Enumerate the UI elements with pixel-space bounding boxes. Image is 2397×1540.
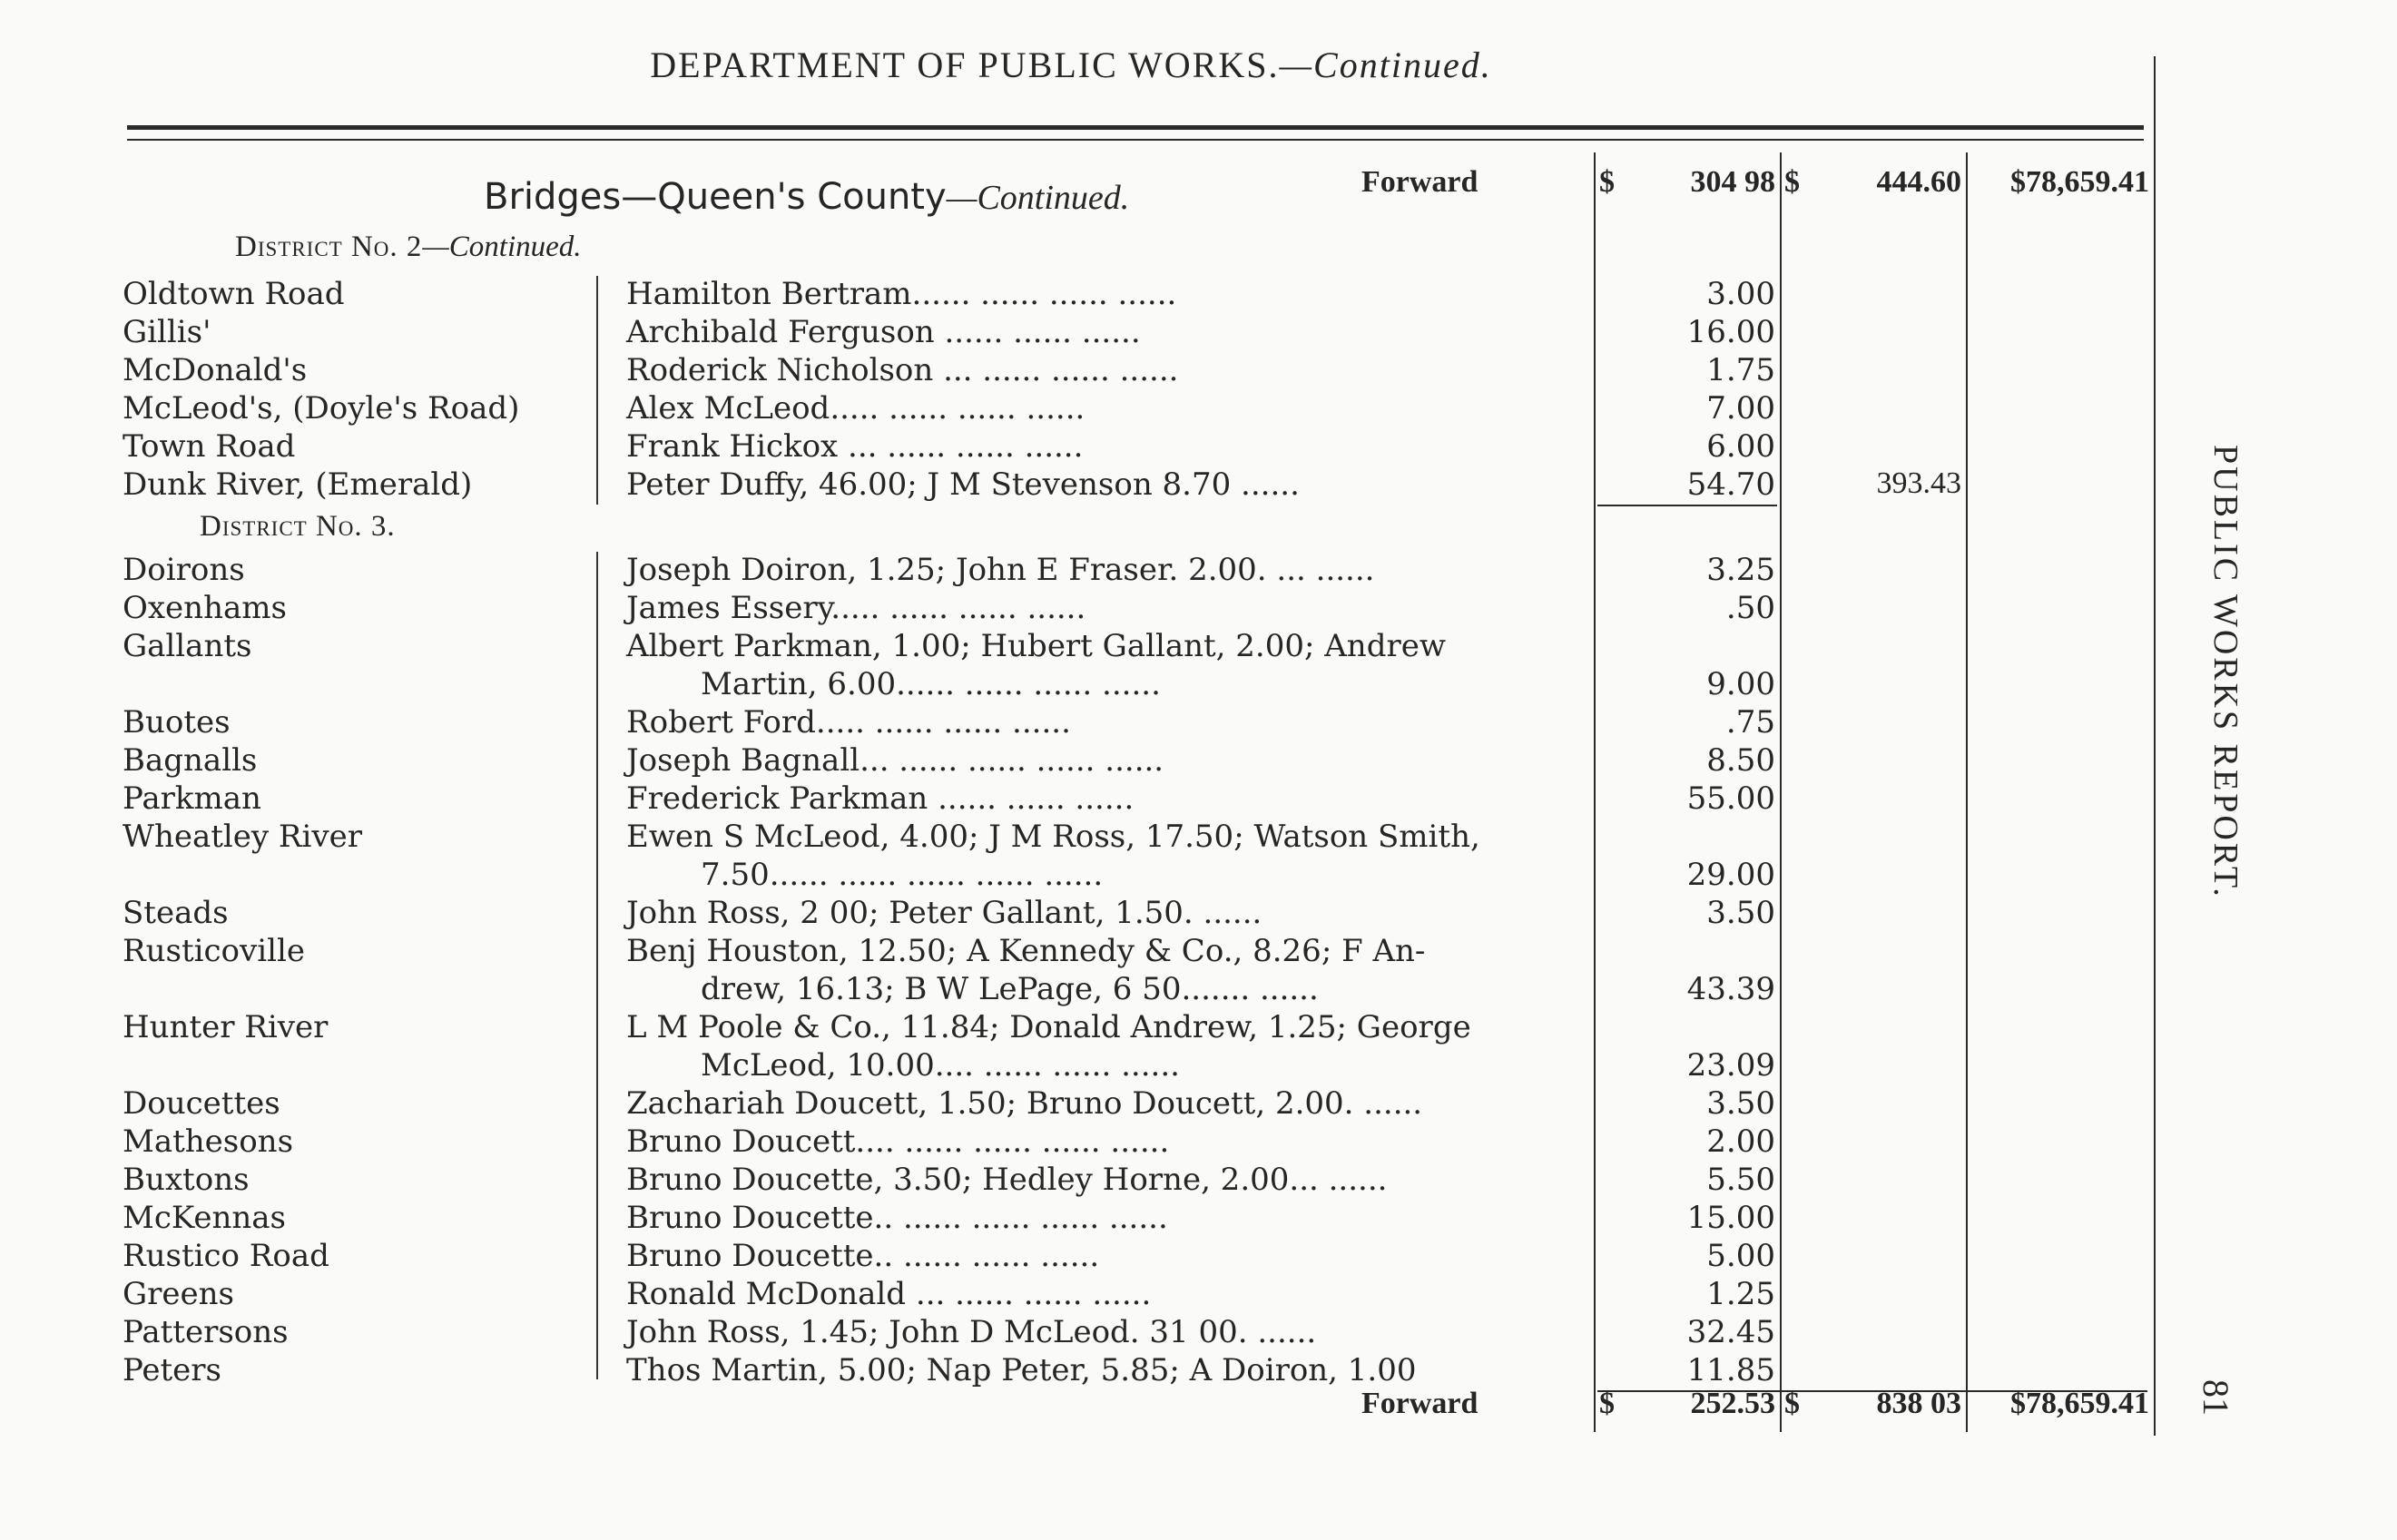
money-col-rule-3 [1966,152,1968,1432]
payee-text: L M Poole & Co., 11.84; Donald Andrew, 1.25; George [626,1009,1471,1045]
payee-text-continued: McLeod, 10.00.... ...... ...... ...... [701,1047,1180,1084]
amount: .50 [1725,590,1775,626]
payee-text: Hamilton Bertram...... ...... ...... ...... [626,276,1177,312]
amount: 9.00 [1706,666,1775,702]
forward-top-dollar-1: $ [1599,165,1615,199]
payee-text: James Essery..... ...... ...... ...... [626,590,1086,626]
payee-text: Bruno Doucette, 3.50; Hedley Horne, 2.00... ...... [626,1162,1388,1198]
forward-bottom-label: Forward [1361,1387,1478,1420]
district-2-separator [596,276,598,505]
place-name: Steads [123,895,229,931]
forward-bottom-dollar-1: $ [1599,1387,1615,1420]
payee-text: Frederick Parkman ...... ...... ...... [626,780,1135,817]
place-name: Dunk River, (Emerald) [123,466,473,503]
district-3-heading: District No. 3. [200,510,396,543]
forward-top-col-2: 444.60 [1876,165,1961,199]
place-name: McKennas [123,1200,286,1236]
amount: 43.39 [1686,971,1775,1007]
amount: 5.00 [1706,1238,1775,1274]
district-2-subtotal: 393.43 [1876,466,1961,500]
right-margin-rule [2154,56,2156,1436]
payee-text-continued: Martin, 6.00...... ...... ...... ...... [701,666,1161,702]
section-heading [484,176,1129,218]
place-name: Oxenhams [123,590,287,626]
amount: 2.00 [1706,1123,1775,1160]
amount: 1.75 [1706,352,1775,388]
place-name: Doirons [123,552,245,588]
place-name: Rusticoville [123,933,305,969]
payee-text: Robert Ford..... ...... ...... ...... [626,704,1071,741]
place-name: Peters [123,1352,221,1388]
payee-text-continued: drew, 16.13; B W LePage, 6 50....... ...... [701,971,1319,1007]
place-name: Town Road [123,428,296,465]
amount: 11.85 [1686,1352,1775,1388]
header-title-suffix: —Continued. [1279,44,1492,85]
payee-text-continued: 7.50...... ...... ...... ...... ...... [701,857,1104,893]
place-name: Wheatley River [123,819,362,855]
district-3-separator [596,552,598,1379]
district-2-label: District No. 2 [235,231,423,263]
amount: 23.09 [1686,1047,1775,1084]
amount: 54.70 [1686,466,1775,503]
amount: 1.25 [1706,1276,1775,1312]
place-name: Parkman [123,780,261,817]
payee-text: Peter Duffy, 46.00; J M Stevenson 8.70 ...... [626,466,1300,503]
header-rule-bottom [127,139,2144,141]
forward-top-dollar-2: $ [1784,165,1800,199]
place-name: Oldtown Road [123,276,345,312]
amount: 32.45 [1686,1314,1775,1350]
place-name: Gallants [123,628,252,664]
page-header-title [0,44,2142,86]
forward-bottom-col-2: 838 03 [1876,1387,1961,1420]
place-name: Doucettes [123,1085,280,1122]
forward-top-col-1: 304 98 [1690,165,1775,199]
payee-text: Thos Martin, 5.00; Nap Peter, 5.85; A Doiron, 1.00 [626,1352,1417,1388]
money-col-rule-2 [1780,152,1782,1432]
payee-text: Bruno Doucette.. ...... ...... ...... [626,1238,1100,1274]
payee-text: Ronald McDonald ... ...... ...... ...... [626,1276,1152,1312]
payee-text: Bruno Doucette.. ...... ...... ...... ...... [626,1200,1168,1236]
place-name: Mathesons [123,1123,294,1160]
place-name: Greens [123,1276,235,1312]
section-heading-suffix: —Continued. [946,179,1130,217]
payee-text: Frank Hickox ... ...... ...... ...... [626,428,1084,465]
place-name: Gillis' [123,314,211,350]
payee-text: Ewen S McLeod, 4.00; J M Ross, 17.50; Watson Smith, [626,819,1480,855]
forward-bottom-col-3: $78,659.41 [2010,1387,2149,1420]
payee-text: Archibald Ferguson ...... ...... ...... [626,314,1141,350]
forward-top-col-3: $78,659.41 [2010,165,2149,199]
side-running-title: PUBLIC WORKS REPORT. [2206,445,2245,899]
section-heading-text: Bridges—Queen's County [484,176,947,218]
forward-bottom-col-1: 252.53 [1690,1387,1775,1420]
amount: 5.50 [1706,1162,1775,1198]
place-name: Rustico Road [123,1238,329,1274]
header-rule-top [127,125,2144,130]
place-name: Pattersons [123,1314,289,1350]
amount: 29.00 [1686,857,1775,893]
place-name: Bagnalls [123,742,258,779]
place-name: Buotes [123,704,231,741]
payee-text: John Ross, 1.45; John D McLeod. 31 00. ...... [626,1314,1317,1350]
payee-text: Alex McLeod..... ...... ...... ...... [626,390,1086,427]
place-name: McDonald's [123,352,308,388]
amount: 3.50 [1706,1085,1775,1122]
district-2-subtotal-rule [1597,505,1777,506]
amount: 8.50 [1706,742,1775,779]
forward-top-label: Forward [1361,165,1478,199]
amount: 16.00 [1686,314,1775,350]
payee-text: Bruno Doucett.... ...... ...... ...... ...... [626,1123,1170,1160]
payee-text: Benj Houston, 12.50; A Kennedy & Co., 8.26; F An- [626,933,1426,969]
amount: 15.00 [1686,1200,1775,1236]
amount: 3.25 [1706,552,1775,588]
amount: 7.00 [1706,390,1775,427]
amount: 6.00 [1706,428,1775,465]
place-name: McLeod's, (Doyle's Road) [123,390,520,427]
payee-text: Albert Parkman, 1.00; Hubert Gallant, 2.00; Andrew [626,628,1446,664]
place-name: Hunter River [123,1009,329,1045]
place-name: Buxtons [123,1162,250,1198]
amount: 3.50 [1706,895,1775,931]
payee-text: Zachariah Doucett, 1.50; Bruno Doucett, 2.00. ...... [626,1085,1423,1122]
payee-text: Joseph Doiron, 1.25; John E Fraser. 2.00. ... ...... [626,552,1375,588]
amount: 3.00 [1706,276,1775,312]
page-number: 81 [2196,1379,2236,1416]
amount: .75 [1725,704,1775,741]
district-2-heading [235,231,582,264]
header-title-text: DEPARTMENT OF PUBLIC WORKS. [650,44,1280,85]
district-2-suffix: —Continued. [422,231,582,263]
payee-text: Joseph Bagnall... ...... ...... ...... ...... [626,742,1164,779]
forward-bottom-dollar-2: $ [1784,1387,1800,1420]
payee-text: John Ross, 2 00; Peter Gallant, 1.50. ...... [626,895,1262,931]
payee-text: Roderick Nicholson ... ...... ...... ...... [626,352,1179,388]
amount: 55.00 [1686,780,1775,817]
